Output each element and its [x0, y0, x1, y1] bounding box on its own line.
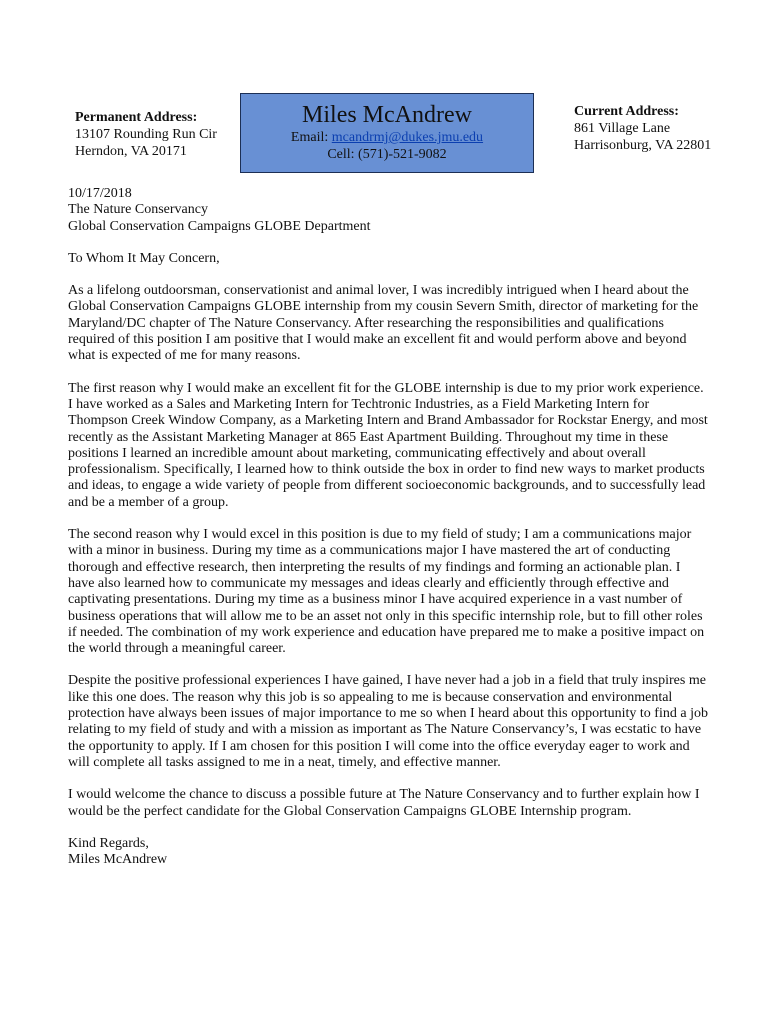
permanent-address-label: Permanent Address: — [75, 110, 198, 125]
cell-phone: Cell: (571)-521-9082 — [327, 147, 447, 162]
paragraph-3: The second reason why I would excel in this position is due to my field of study; I am a communications major with a minor in business. During my time as a communications major I have mastered the art of conducting thorough and effective research, then interpreting the results of my findings and forming an actionable plan. I have also learned how to communicate my messages and ideas clearly and efficiently through effective and captivating presentations. During my time as a business minor I have acquired experience in a vast number of business operations that will allow me to be an asset not only in this specific internship role, but to fill other roles if needed. The combination of my work experience and education have prepared me to make a positive impact on the world through a meaningful career. — [68, 527, 705, 657]
email-line — [241, 129, 533, 146]
paragraph-5: I would welcome the chance to discuss a possible future at The Nature Conservancy and to further explain how I would be the perfect candidate for the Global Conservation Campaigns GLOBE Internship program. — [68, 787, 700, 819]
permanent-address-line2: Herndon, VA 20171 — [75, 144, 187, 159]
permanent-address-line1: 13107 Rounding Run Cir — [75, 127, 217, 142]
paragraph-4: Despite the positive professional experiences I have gained, I have never had a job in a field that truly inspires me like this one does. The reason why this job is so appealing to me is because conservation and environmental protection have always been issues of major importance to me so when I heard about this opportunity to find a job relating to my field of study and with a mission as important as The Nature Conservancy’s, I was ecstatic to have the opportunity to apply. If I am chosen for this position I will come into the office everyday eager to work and will complete all tasks assigned to me in a neat, timely, and effective manner. — [68, 673, 708, 770]
paragraph-1: As a lifelong outdoorsman, conservationist and animal lover, I was incredibly intrigued when I heard about the Global Conservation Campaigns GLOBE internship from my cousin Severn Smith, director of marketing for the Maryland/DC chapter of The Nature Conservancy. After researching the responsibilities and qualifications required of this position I am positive that I would make an excellent fit and would perform above and beyond what is expected of me for many reasons. — [68, 283, 699, 364]
name-contact-box — [240, 93, 534, 173]
recipient-dept: Global Conservation Campaigns GLOBE Department — [68, 218, 371, 234]
paragraph-2: The first reason why I would make an excellent fit for the GLOBE internship is due to my prior work experience. I have worked as a Sales and Marketing Intern for Techtronic Industries, as a Field Marketing Intern for Thompson Creek Window Company, as a Marketing Intern and Brand Ambassador for Rockstar Energy, and most recently as the Assistant Marketing Manager at 865 East Apartment Building. Throughout my time in these positions I learned an incredible amount about marketing, communicating effectively and about overall professionalism. Specifically, I learned how to think outside the box in order to find new ways to market products and ideas, to engage a wide variety of people from different socioeconomic backgrounds, and to successfully lead and be a member of a group. — [68, 380, 708, 510]
permanent-address — [75, 109, 217, 160]
salutation: To Whom It May Concern, — [68, 250, 220, 266]
current-address-label: Current Address: — [574, 104, 679, 119]
letter-date: 10/17/2018 — [68, 186, 132, 201]
current-address — [574, 103, 711, 154]
email-link[interactable]: mcandrmj@dukes.jmu.edu — [331, 130, 484, 145]
closing: Kind Regards, — [68, 835, 149, 851]
recipient-org: The Nature Conservancy — [68, 202, 208, 218]
email-label: Email: — [290, 130, 329, 145]
current-address-line2: Harrisonburg, VA 22801 — [574, 138, 712, 153]
letter-body — [68, 186, 708, 868]
applicant-name: Miles McAndrew — [302, 102, 472, 128]
signature: Miles McAndrew — [68, 852, 168, 868]
current-address-line1: 861 Village Lane — [574, 121, 671, 136]
